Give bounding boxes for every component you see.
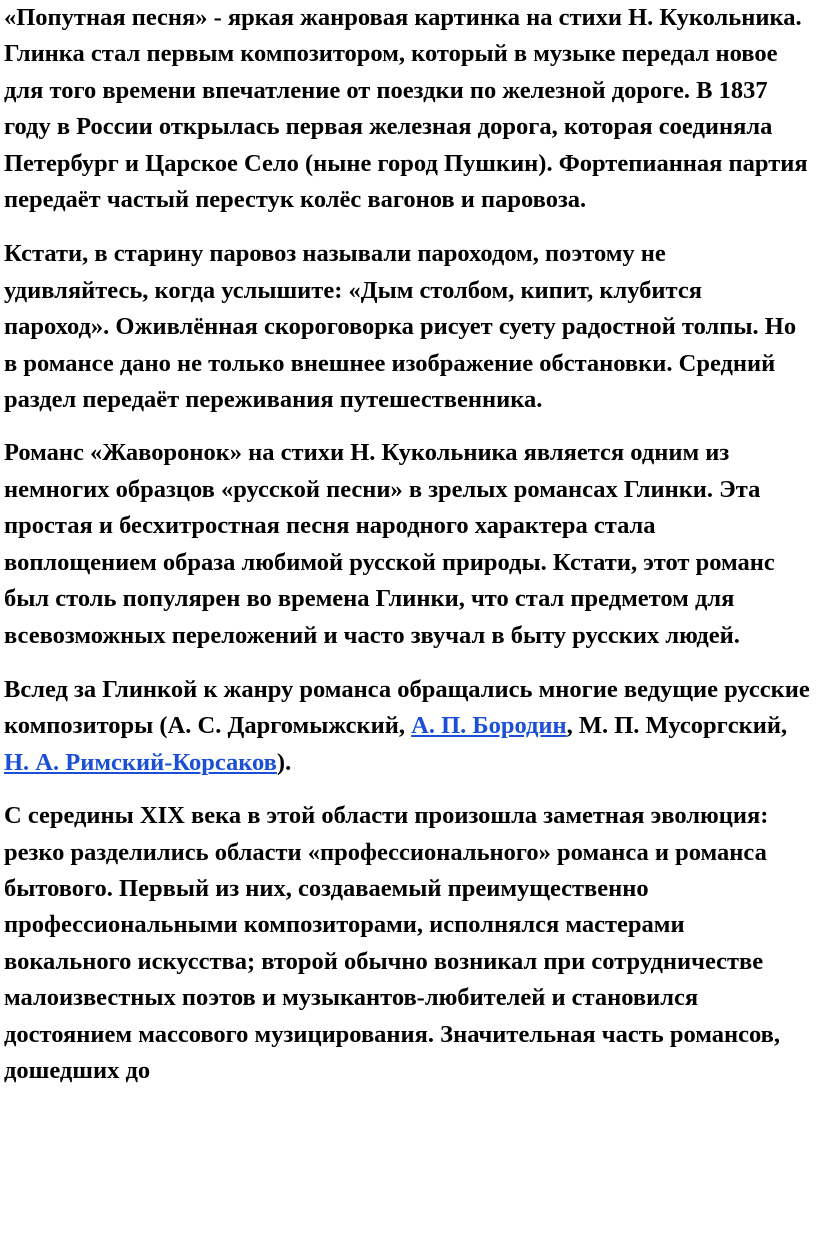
- composers-text-before: Вслед за Глинкой к жанру романса обращались многие ведущие русские композиторы (А. С. Даргомыжский,: [4, 675, 810, 740]
- link-borodin[interactable]: А. П. Бородин: [411, 712, 567, 740]
- paragraph-poputnaya-pesnya: «Попутная песня» - яркая жанровая картинка на стихи Н. Кукольника. Глинка стал первым композитором, который в музыке передал новое для того времени впечатление от поездки по железной дороге. В 1837 году в России открылась первая железная дорога, которая соединяла Петербург и Царское Село (ныне город Пушкин). Фортепианная партия передаёт частый перестук колёс вагонов и паровоза.: [4, 4, 808, 214]
- paragraph-composers: [4, 672, 810, 781]
- paragraph-parovoz: Кстати, в старину паровоз называли пароходом, поэтому не удивляйтесь, когда услышите: «Дым столбом, кипит, клубится пароход». Оживлённая скороговорка рисует суету радостной толпы. Но в романсе дано не только внешнее изображение обстановки. Средний раздел передаёт переживания путешественника.: [4, 240, 797, 414]
- document-body: [4, 0, 810, 1089]
- paragraph-zhavoronok: Романс «Жаворонок» на стихи Н. Кукольника является одним из немногих образцов «русской песни» в зрелых романсах Глинки. Эта простая и бесхитростная песня народного характера стала воплощением образа любимой русской природы. Кстати, этот романс был столь популярен во времена Глинки, что стал предметом для всевозможных переложений и часто звучал в быту русских людей.: [4, 439, 775, 649]
- composers-text-after: ).: [276, 748, 292, 776]
- composers-text-middle: , М. П. Мусоргский,: [566, 712, 788, 740]
- paragraph-evolution: С середины XIX века в этой области произошла заметная эволюция: резко разделились области «профессионального» романса и романса бытового. Первый из них, создаваемый преимущественно профессиональными композиторами, исполнялся мастерами вокального искусства; второй обычно возникал при сотрудничестве малоизвестных поэтов и музыкантов-любителей и становился достоянием массового музицирования. Значительная часть романсов, дошедших до: [4, 802, 780, 1084]
- link-rimsky-korsakov[interactable]: Н. А. Римский-Корсаков: [4, 748, 277, 776]
